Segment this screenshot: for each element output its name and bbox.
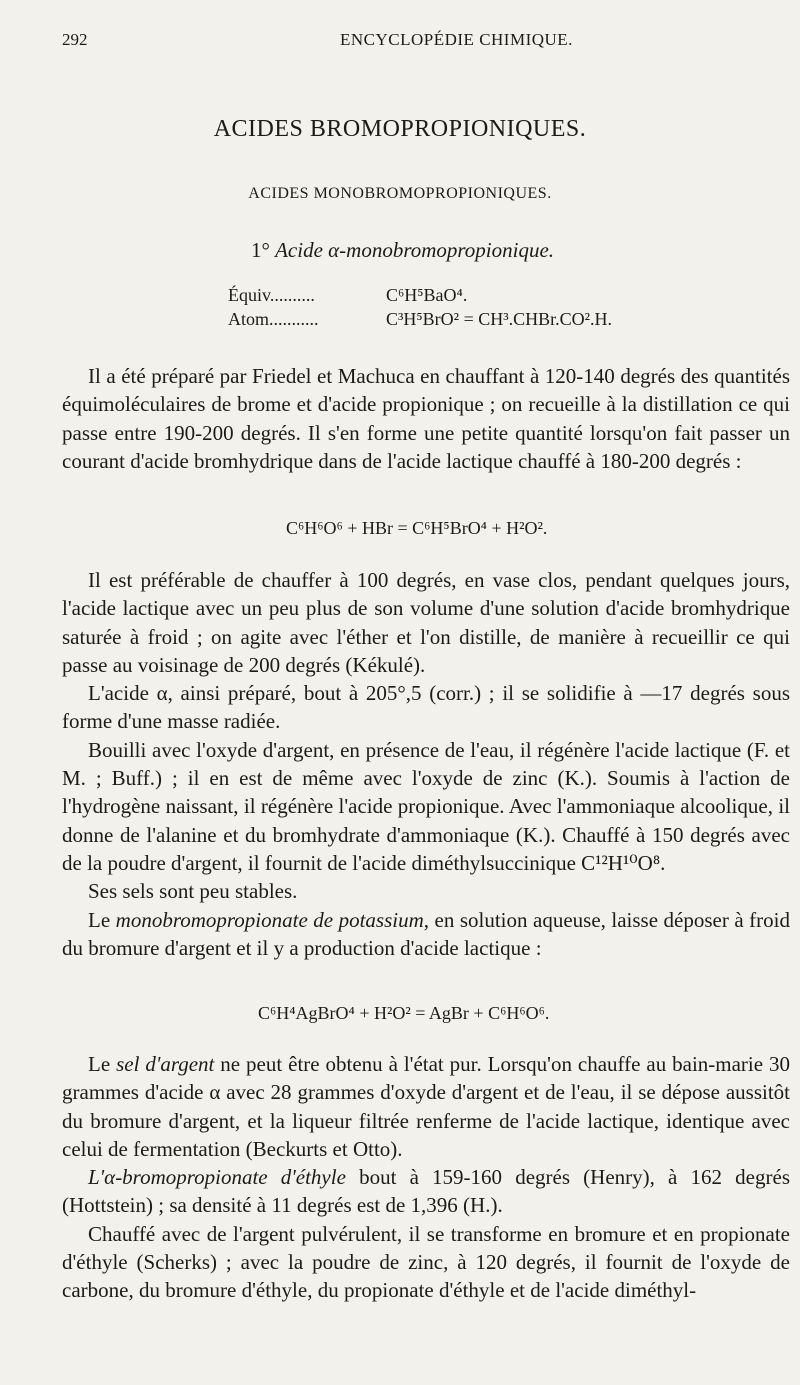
paragraph-6 xyxy=(62,906,790,963)
equiv-label: Équiv.......... xyxy=(228,285,315,305)
equation-2: C⁶H⁴AgBrO⁴ + H²O² = AgBr + C⁶H⁶O⁶. xyxy=(258,1003,550,1023)
running-title: ENCYCLOPÉDIE CHIMIQUE. xyxy=(340,30,573,49)
page-header xyxy=(62,30,760,56)
paragraph-block-2 xyxy=(62,566,790,962)
page-number: 292 xyxy=(62,30,88,49)
equation-1: C⁶H⁶O⁶ + HBr = C⁶H⁵BrO⁴ + H²O². xyxy=(286,518,548,538)
paragraph-block-3 xyxy=(62,1050,790,1305)
p7-italic: sel d'argent xyxy=(116,1052,215,1076)
paragraph-9: Chauffé avec de l'argent pulvérulent, il se transforme en bromure et en propionate d'éthyle (Scherks) ; avec la poudre de zinc, à 120 degrés, il fournit de l'oxyde de carbone, du bromure d'éthyle, du propionate d'éthyle et de l'acide diméthyl- xyxy=(62,1221,790,1303)
atom-label: Atom........... xyxy=(228,309,319,329)
paragraph-preparation xyxy=(62,362,790,475)
p6-start: Le xyxy=(88,907,116,932)
paragraph-2: Il est préférable de chauffer à 100 degrés, en vase clos, pendant quelques jours, l'acide lactique avec un peu plus de son volume d'une solution d'acide bromhydrique saturée à froid ; on agite avec l'éther et l'on distille, de manière à recueillir ce qui passe au voisinage de 200 degrés (Kékulé). xyxy=(62,568,790,677)
p7-end: ne peut être obtenu à l'état pur. Lorsqu'on chauffe au bain-marie 30 grammes d'acide α avec 28 grammes d'oxyde d'argent et de l'eau, il se dépose aussitôt du bromure d'argent, et la liqueur filtrée renferme de l'acide lactique, identique avec celui de fermentation (Beckurts et Otto). xyxy=(62,1052,790,1161)
p8-italic: L'α-bromopropionate d'éthyle xyxy=(88,1165,346,1190)
paragraph-4: Bouilli avec l'oxyde d'argent, en présence de l'eau, il régénère l'acide lactique (F. et M. ; Buff.) ; il en est de même avec l'oxyde de zinc (K.). Soumis à l'action de l'hydrogène naissant, il régénère l'acide propionique. Avec l'ammoniaque alcoolique, il donne de l'alanine et du bromhydrate d'ammoniaque (K.). Chauffé à 150 degrés avec de la poudre d'argent, il fournit de l'acide diméthylsuccinique C¹²H¹⁰O⁸. xyxy=(62,737,790,875)
formula-atom xyxy=(228,309,612,330)
chapter-title: ACIDES BROMOPROPIONIQUES. xyxy=(213,116,587,142)
section-heading xyxy=(30,238,775,263)
paragraph-7 xyxy=(62,1050,790,1163)
paragraph-8 xyxy=(62,1163,790,1220)
p6-italic: monobromopropionate de potassium xyxy=(115,907,424,932)
p6-end: , en solution aqueuse, laisse déposer à froid du bromure d'argent et il y a production d'acide lactique : xyxy=(62,907,790,960)
section-number: 1° xyxy=(250,238,270,262)
p7-start: Le xyxy=(88,1052,117,1076)
paragraph-1: Il a été préparé par Friedel et Machuca en chauffant à 120-140 degrés des quantités équimoléculaires de brome et d'acide propionique ; on recueille à la distillation ce qui passe entre 190-200 degrés. Il s'en forme une petite quantité lorsqu'on fait passer un courant d'acide bromhydrique dans de l'acide lactique chauffé à 180-200 degrés : xyxy=(62,364,790,473)
section-label: Acide α-monobromopropionique. xyxy=(275,238,555,262)
formula-equiv xyxy=(228,285,467,306)
section-subtitle: ACIDES MONOBROMOPROPIONIQUES. xyxy=(248,185,552,202)
atom-value: C³H⁵BrO² = CH³.CHBr.CO².H. xyxy=(386,309,613,329)
equiv-value: C⁶H⁵BaO⁴. xyxy=(386,285,468,305)
p8-end: bout à 159-160 degrés (Henry), à 162 degrés (Hottstein) ; sa densité à 11 degrés est de 1,396 (H.). xyxy=(62,1165,790,1218)
paragraph-3: L'acide α, ainsi préparé, bout à 205°,5 (corr.) ; il se solidifie à —17 degrés sous forme d'une masse radiée. xyxy=(62,681,790,734)
paragraph-5: Ses sels sont peu stables. xyxy=(88,879,298,904)
